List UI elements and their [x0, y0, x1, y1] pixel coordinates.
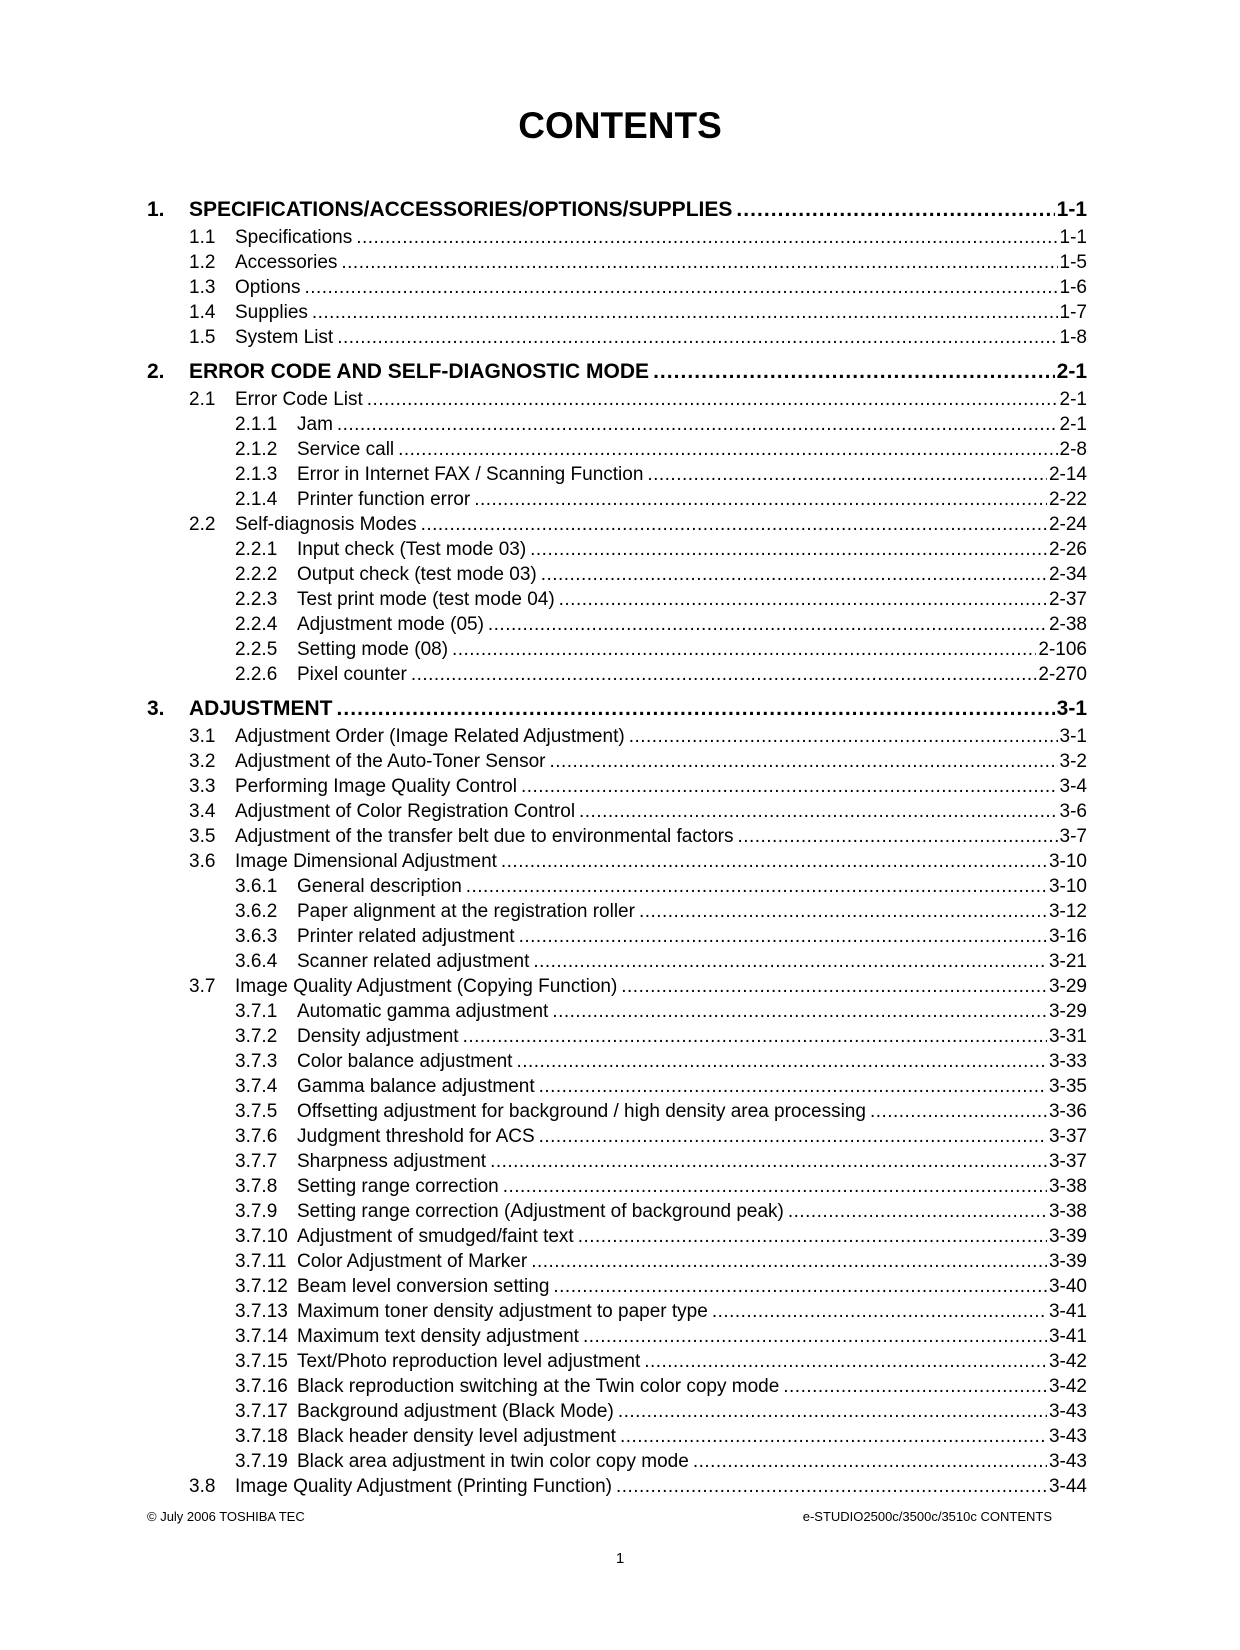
dot-leader: [533, 951, 1047, 973]
toc-entry-title: Image Quality Adjustment (Printing Function): [235, 1476, 613, 1497]
toc-entry[interactable]: [147, 1151, 1087, 1176]
toc-entry-title: Density adjustment: [297, 1026, 459, 1047]
toc-entry[interactable]: [147, 327, 1087, 352]
toc-entry[interactable]: [147, 1051, 1087, 1076]
toc-entry-page: 3-16: [1048, 926, 1087, 947]
toc-entry-title: Paper alignment at the registration roller: [297, 901, 635, 922]
dot-leader: [411, 664, 1037, 686]
toc-entry-page: 2-106: [1038, 639, 1087, 660]
dot-leader: [639, 901, 1047, 923]
toc-entry-number: 3.7.10: [235, 1226, 288, 1247]
toc-entry-number: 2.2.3: [235, 589, 278, 610]
toc-entry-page: 3-1: [1059, 726, 1087, 747]
dot-leader: [398, 439, 1057, 461]
dot-leader: [503, 1176, 1047, 1198]
toc-entry-number: 3.7.9: [235, 1201, 278, 1222]
dot-leader: [516, 1051, 1047, 1073]
toc-entry[interactable]: [147, 976, 1087, 1001]
toc-entry-title: Image Quality Adjustment (Copying Function): [235, 976, 618, 997]
toc-entry[interactable]: [147, 227, 1087, 252]
section-gap: [147, 352, 1087, 360]
toc-entry-page: 3-42: [1048, 1376, 1087, 1397]
toc-entry[interactable]: [147, 664, 1087, 689]
toc-entry-page: 1-7: [1059, 302, 1087, 323]
toc-entry[interactable]: [147, 1401, 1087, 1426]
toc-entry-title: Error in Internet FAX / Scanning Function: [297, 464, 644, 485]
toc-entry-number: 2.2.6: [235, 664, 278, 685]
toc-entry[interactable]: [147, 1351, 1087, 1376]
toc-entry-title: General description: [297, 876, 462, 897]
toc-entry-title: Options: [235, 277, 301, 298]
toc-entry[interactable]: [147, 1376, 1087, 1401]
toc-entry-title: Black area adjustment in twin color copy mode: [297, 1451, 689, 1472]
toc-entry[interactable]: [147, 252, 1087, 277]
dot-leader: [541, 564, 1047, 586]
dot-leader: [621, 976, 1047, 998]
toc-entry-title: Black reproduction switching at the Twin color copy mode: [297, 1376, 780, 1397]
dot-leader: [463, 1026, 1047, 1048]
toc-entry-page: 3-41: [1048, 1326, 1087, 1347]
dot-leader: [421, 514, 1047, 536]
toc-entry-title: Adjustment mode (05): [297, 614, 484, 635]
toc-entry-page: 3-38: [1048, 1176, 1087, 1197]
toc-entry-title: Background adjustment (Black Mode): [297, 1401, 614, 1422]
toc-entry[interactable]: [147, 1026, 1087, 1051]
toc-entry-page: 2-1: [1059, 389, 1087, 410]
dot-leader: [783, 1376, 1047, 1398]
toc-entry-title: Printer function error: [297, 489, 471, 510]
toc-entry-title: Input check (Test mode 03): [297, 539, 527, 560]
toc-entry[interactable]: [147, 876, 1087, 901]
dot-leader: [521, 776, 1058, 798]
dot-leader: [620, 1426, 1047, 1448]
toc-entry-number: 3.2: [189, 751, 216, 772]
toc-entry-number: 2.1.3: [235, 464, 278, 485]
toc-entry-title: Color balance adjustment: [297, 1051, 513, 1072]
dot-leader: [341, 252, 1057, 274]
toc-entry-number: 3.: [147, 697, 165, 720]
toc-entry[interactable]: [147, 414, 1087, 439]
toc-entry-page: 3-41: [1048, 1301, 1087, 1322]
toc-entry[interactable]: [147, 1251, 1087, 1276]
toc-entry[interactable]: [147, 489, 1087, 514]
toc-entry-page: 3-2: [1059, 751, 1087, 772]
toc-entry[interactable]: [147, 302, 1087, 327]
toc-entry-number: 3.7.13: [235, 1301, 288, 1322]
toc-entry-title: Setting range correction (Adjustment of background peak): [297, 1201, 784, 1222]
toc-entry[interactable]: [147, 1176, 1087, 1201]
toc-entry-title: Printer related adjustment: [297, 926, 515, 947]
toc-entry-title: Text/Photo reproduction level adjustment: [297, 1351, 641, 1372]
toc-entry[interactable]: [147, 851, 1087, 876]
toc-entry-title: Beam level conversion setting: [297, 1276, 550, 1297]
toc-entry-title: Supplies: [235, 302, 308, 323]
dot-leader: [647, 464, 1047, 486]
toc-entry-number: 3.3: [189, 776, 216, 797]
toc-entry-page: 1-8: [1059, 327, 1087, 348]
toc-entry-title: SPECIFICATIONS/ACCESSORIES/OPTIONS/SUPPLIES: [189, 198, 733, 221]
toc-entry[interactable]: [147, 726, 1087, 751]
toc-entry-page: 3-44: [1048, 1476, 1087, 1497]
toc-entry-page: 2-34: [1048, 564, 1087, 585]
dot-leader: [559, 589, 1047, 611]
toc-entry-page: 3-37: [1048, 1151, 1087, 1172]
dot-leader: [452, 639, 1036, 661]
toc-entry-number: 2.: [147, 360, 165, 383]
dot-leader: [531, 1251, 1047, 1273]
toc-entry-page: 2-37: [1048, 589, 1087, 610]
toc-entry-number: 3.6.3: [235, 926, 278, 947]
toc-entry-number: 2.1: [189, 389, 216, 410]
toc-entry[interactable]: [147, 951, 1087, 976]
dot-leader: [530, 539, 1047, 561]
toc-entry-title: Maximum toner density adjustment to paper type: [297, 1301, 708, 1322]
dot-leader: [337, 697, 1055, 721]
toc-entry[interactable]: [147, 589, 1087, 614]
toc-entry-number: 3.7.4: [235, 1076, 278, 1097]
toc-entry[interactable]: [147, 751, 1087, 776]
toc-entry-title: Black header density level adjustment: [297, 1426, 616, 1447]
toc-entry[interactable]: [147, 564, 1087, 589]
dot-leader: [618, 1401, 1047, 1423]
toc-entry[interactable]: [147, 1476, 1087, 1501]
toc-entry-page: 2-8: [1059, 439, 1087, 460]
toc-entry[interactable]: [147, 360, 1087, 389]
dot-leader: [644, 1351, 1047, 1373]
dot-leader: [304, 277, 1057, 299]
toc-entry[interactable]: [147, 1226, 1087, 1251]
toc-entry-title: Jam: [297, 414, 333, 435]
toc-entry-number: 3.7.7: [235, 1151, 278, 1172]
toc-entry-number: 3.7.14: [235, 1326, 288, 1347]
toc-entry-number: 3.6.4: [235, 951, 278, 972]
table-of-contents: [147, 198, 1087, 1501]
toc-entry[interactable]: [147, 1101, 1087, 1126]
toc-entry-number: 2.2.1: [235, 539, 278, 560]
toc-entry-title: Performing Image Quality Control: [235, 776, 517, 797]
toc-entry-page: 3-33: [1048, 1051, 1087, 1072]
dot-leader: [312, 302, 1058, 324]
toc-entry-page: 3-43: [1048, 1401, 1087, 1422]
toc-entry-number: 3.7.11: [235, 1251, 287, 1272]
toc-entry-title: Test print mode (test mode 04): [297, 589, 555, 610]
toc-entry-number: 3.7: [189, 976, 216, 997]
toc-entry-page: 3-38: [1048, 1201, 1087, 1222]
dot-leader: [552, 1001, 1047, 1023]
toc-entry[interactable]: [147, 439, 1087, 464]
toc-entry-title: Error Code List: [235, 389, 363, 410]
toc-entry-title: Service call: [297, 439, 395, 460]
toc-entry-page: 3-36: [1048, 1101, 1087, 1122]
dot-leader: [712, 1301, 1047, 1323]
dot-leader: [356, 227, 1057, 249]
toc-entry[interactable]: [147, 1326, 1087, 1351]
toc-entry-number: 1.1: [189, 227, 216, 248]
toc-entry-number: 3.7.12: [235, 1276, 288, 1297]
dot-leader: [616, 1476, 1047, 1498]
toc-entry-title: Adjustment of Color Registration Control: [235, 801, 576, 822]
toc-entry-number: 3.7.5: [235, 1101, 278, 1122]
toc-entry-page: 3-4: [1059, 776, 1087, 797]
toc-entry-number: 2.2.2: [235, 564, 278, 585]
toc-entry[interactable]: [147, 1126, 1087, 1151]
dot-leader: [519, 926, 1047, 948]
toc-entry-number: 3.8: [189, 1476, 216, 1497]
toc-entry[interactable]: [147, 926, 1087, 951]
dot-leader: [578, 1226, 1047, 1248]
toc-entry-page: 3-31: [1048, 1026, 1087, 1047]
toc-entry-title: Setting mode (08): [297, 639, 449, 660]
footer-copyright: © July 2006 TOSHIBA TEC: [147, 1509, 305, 1524]
dot-leader: [539, 1126, 1047, 1148]
toc-entry-title: Accessories: [235, 252, 338, 273]
toc-entry-number: 2.2.5: [235, 639, 278, 660]
dot-leader: [488, 614, 1047, 636]
toc-entry-number: 3.7.8: [235, 1176, 278, 1197]
toc-entry-title: System List: [235, 327, 334, 348]
toc-entry-page: 2-14: [1048, 464, 1087, 485]
toc-entry[interactable]: [147, 1076, 1087, 1101]
toc-entry[interactable]: [147, 1451, 1087, 1476]
toc-entry-number: 3.6.2: [235, 901, 278, 922]
toc-entry-title: Automatic gamma adjustment: [297, 1001, 549, 1022]
toc-entry-page: 3-29: [1048, 1001, 1087, 1022]
toc-entry-number: 3.6.1: [235, 876, 278, 897]
toc-entry[interactable]: [147, 198, 1087, 227]
toc-entry-page: 3-39: [1048, 1226, 1087, 1247]
toc-entry-number: 3.7.18: [235, 1426, 288, 1447]
dot-leader: [550, 751, 1058, 773]
toc-entry-number: 3.6: [189, 851, 216, 872]
toc-entry-number: 2.2.4: [235, 614, 278, 635]
toc-entry-number: 3.7.1: [235, 1001, 278, 1022]
toc-entry-number: 3.7.6: [235, 1126, 278, 1147]
toc-entry-number: 3.4: [189, 801, 216, 822]
section-gap: [147, 689, 1087, 697]
toc-entry-page: 3-1: [1056, 697, 1087, 720]
toc-entry-title: Maximum text density adjustment: [297, 1326, 579, 1347]
toc-entry-page: 1-1: [1056, 198, 1087, 221]
dot-leader: [367, 389, 1058, 411]
toc-entry-number: 3.1: [189, 726, 216, 747]
toc-entry-page: 3-39: [1048, 1251, 1087, 1272]
toc-entry-page: 3-43: [1048, 1451, 1087, 1472]
toc-entry-page: 2-270: [1038, 664, 1087, 685]
toc-entry-number: 3.7.15: [235, 1351, 288, 1372]
toc-entry[interactable]: [147, 697, 1087, 726]
toc-entry-title: Scanner related adjustment: [297, 951, 530, 972]
toc-entry-title: Self-diagnosis Modes: [235, 514, 417, 535]
toc-entry-title: ERROR CODE AND SELF-DIAGNOSTIC MODE: [189, 360, 650, 383]
toc-entry-page: 3-10: [1048, 876, 1087, 897]
toc-entry-number: 1.5: [189, 327, 216, 348]
dot-leader: [788, 1201, 1047, 1223]
toc-entry[interactable]: [147, 776, 1087, 801]
dot-leader: [870, 1101, 1047, 1123]
toc-entry-number: 1.2: [189, 252, 216, 273]
toc-entry[interactable]: [147, 464, 1087, 489]
toc-entry-title: Gamma balance adjustment: [297, 1076, 535, 1097]
toc-entry[interactable]: [147, 1201, 1087, 1226]
dot-leader: [539, 1076, 1047, 1098]
toc-entry-page: 3-40: [1048, 1276, 1087, 1297]
toc-entry-page: 2-1: [1059, 414, 1087, 435]
toc-entry-page: 3-42: [1048, 1351, 1087, 1372]
toc-entry-page: 3-21: [1048, 951, 1087, 972]
toc-entry-title: Sharpness adjustment: [297, 1151, 487, 1172]
toc-entry-number: 3.5: [189, 826, 216, 847]
toc-entry-number: 2.1.1: [235, 414, 278, 435]
toc-entry[interactable]: [147, 539, 1087, 564]
toc-entry-title: Color Adjustment of Marker: [297, 1251, 528, 1272]
footer-document-title: e-STUDIO2500c/3500c/3510c CONTENTS: [802, 1509, 1052, 1524]
dot-leader: [337, 327, 1057, 349]
dot-leader: [553, 1276, 1047, 1298]
toc-entry-page: 3-10: [1048, 851, 1087, 872]
toc-entry-number: 1.3: [189, 277, 216, 298]
toc-entry-title: Pixel counter: [297, 664, 407, 685]
toc-entry-page: 3-6: [1059, 801, 1087, 822]
dot-leader: [629, 726, 1058, 748]
dot-leader: [653, 360, 1055, 384]
toc-entry-number: 2.1.4: [235, 489, 278, 510]
toc-entry-page: 2-22: [1048, 489, 1087, 510]
toc-entry-title: Offsetting adjustment for background / high density area processing: [297, 1101, 866, 1122]
toc-entry[interactable]: [147, 801, 1087, 826]
toc-entry-title: Specifications: [235, 227, 353, 248]
toc-entry[interactable]: [147, 514, 1087, 539]
dot-leader: [474, 489, 1047, 511]
toc-entry-page: 2-38: [1048, 614, 1087, 635]
dot-leader: [693, 1451, 1047, 1473]
toc-entry-page: 3-7: [1059, 826, 1087, 847]
toc-entry[interactable]: [147, 614, 1087, 639]
toc-entry[interactable]: [147, 826, 1087, 851]
dot-leader: [501, 851, 1047, 873]
page-number: 1: [615, 1550, 625, 1567]
dot-leader: [738, 826, 1058, 848]
dot-leader: [490, 1151, 1047, 1173]
toc-entry-page: 3-43: [1048, 1426, 1087, 1447]
toc-entry-number: 1.: [147, 198, 165, 221]
toc-entry-number: 1.4: [189, 302, 216, 323]
toc-entry[interactable]: [147, 1301, 1087, 1326]
dot-leader: [466, 876, 1047, 898]
toc-entry[interactable]: [147, 901, 1087, 926]
toc-entry-title: Setting range correction: [297, 1176, 499, 1197]
toc-entry-title: Adjustment of the transfer belt due to environmental factors: [235, 826, 734, 847]
toc-entry-number: 2.1.2: [235, 439, 278, 460]
toc-entry-page: 2-24: [1048, 514, 1087, 535]
toc-entry-title: Judgment threshold for ACS: [297, 1126, 535, 1147]
toc-entry-title: Adjustment of smudged/faint text: [297, 1226, 574, 1247]
toc-entry-page: 1-1: [1059, 227, 1087, 248]
toc-entry-title: Adjustment Order (Image Related Adjustment): [235, 726, 625, 747]
toc-entry-page: 1-5: [1059, 252, 1087, 273]
dot-leader: [736, 198, 1054, 222]
toc-entry-number: 3.7.17: [235, 1401, 288, 1422]
toc-entry-number: 3.7.19: [235, 1451, 288, 1472]
toc-entry-number: 3.7.16: [235, 1376, 288, 1397]
toc-entry[interactable]: [147, 277, 1087, 302]
toc-entry-title: Image Dimensional Adjustment: [235, 851, 497, 872]
toc-entry[interactable]: [147, 1276, 1087, 1301]
toc-entry-page: 3-29: [1048, 976, 1087, 997]
toc-entry-page: 3-37: [1048, 1126, 1087, 1147]
toc-entry-number: 3.7.2: [235, 1026, 278, 1047]
toc-entry-page: 3-12: [1048, 901, 1087, 922]
toc-entry[interactable]: [147, 1426, 1087, 1451]
toc-entry-title: Output check (test mode 03): [297, 564, 537, 585]
toc-entry-page: 2-26: [1048, 539, 1087, 560]
toc-entry-title: Adjustment of the Auto-Toner Sensor: [235, 751, 546, 772]
dot-leader: [579, 801, 1057, 823]
toc-entry[interactable]: [147, 639, 1087, 664]
toc-entry-page: 1-6: [1059, 277, 1087, 298]
toc-entry-title: ADJUSTMENT: [189, 697, 333, 720]
toc-entry-page: 3-35: [1048, 1076, 1087, 1097]
toc-entry-number: 3.7.3: [235, 1051, 278, 1072]
toc-entry[interactable]: [147, 1001, 1087, 1026]
dot-leader: [337, 414, 1058, 436]
toc-entry-number: 2.2: [189, 514, 216, 535]
toc-entry-page: 2-1: [1056, 360, 1087, 383]
toc-entry[interactable]: [147, 389, 1087, 414]
page-title: CONTENTS: [518, 105, 722, 146]
dot-leader: [583, 1326, 1047, 1348]
